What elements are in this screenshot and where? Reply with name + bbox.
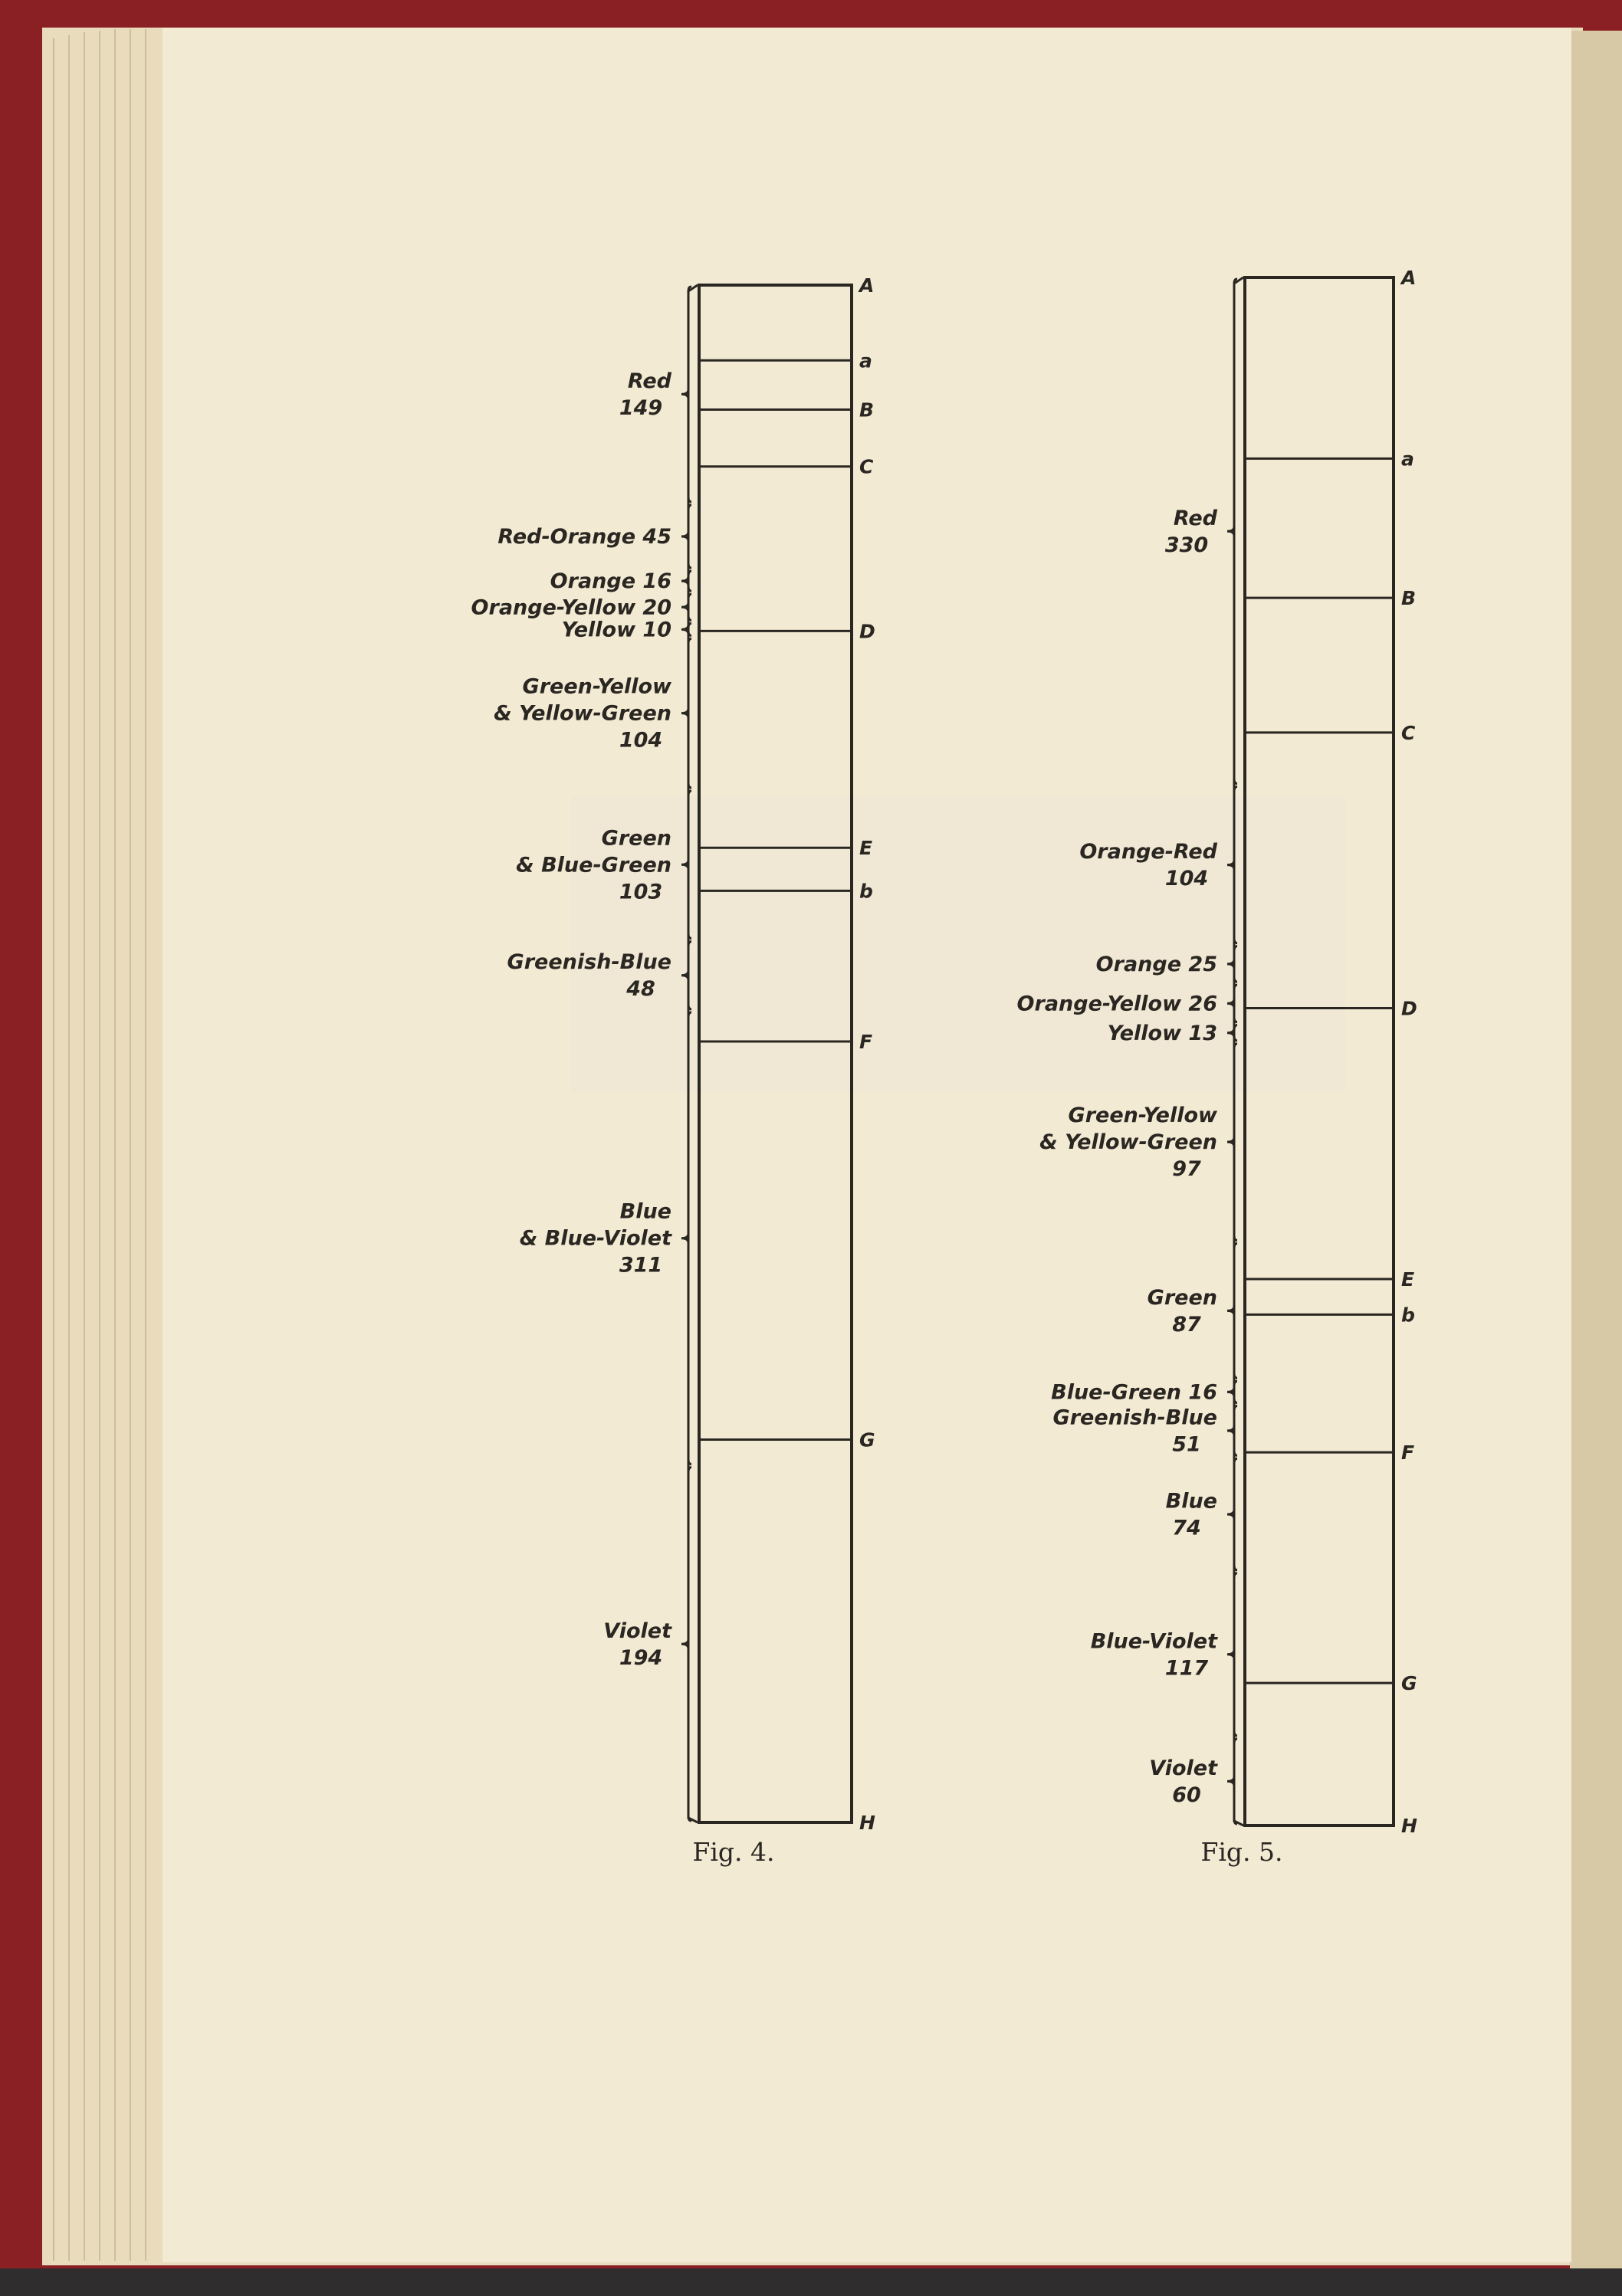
region-label-yellow-10: Yellow 10 — [561, 618, 671, 642]
fraunhofer-mark-a: a — [1401, 448, 1414, 471]
region-label-violet: Violet — [1149, 1756, 1217, 1780]
region-value-green: 103 — [619, 880, 663, 904]
region-label-blue-violet: Blue-Violet — [1090, 1629, 1217, 1654]
region-label-green-yellow: Green-Yellow — [1068, 1104, 1217, 1128]
region-value-violet: 194 — [619, 1645, 663, 1670]
region-label-green-yellow: Green-Yellow — [522, 674, 671, 699]
region-label-red: Red — [627, 369, 671, 393]
region-value-blue-violet: 117 — [1164, 1656, 1209, 1681]
fraunhofer-mark-a: A — [1401, 267, 1417, 289]
fraunhofer-mark-e: E — [859, 837, 873, 860]
region-value-orange-red: 104 — [1164, 867, 1209, 891]
fraunhofer-mark-h: H — [1401, 1815, 1417, 1837]
region-label-orange-16: Orange 16 — [550, 569, 671, 594]
fraunhofer-mark-c: C — [859, 455, 874, 478]
fraunhofer-mark-g: G — [1401, 1672, 1417, 1695]
region-value-blue: 311 — [619, 1253, 663, 1278]
fraunhofer-mark-d: D — [859, 620, 875, 643]
figure-caption: Fig. 4. — [692, 1837, 775, 1867]
fraunhofer-mark-a: a — [859, 349, 872, 372]
region-label-blue-green-16: Blue-Green 16 — [1051, 1380, 1217, 1405]
region-label-green: Green — [1147, 1285, 1217, 1310]
region-label-orange-yellow-20: Orange-Yellow 20 — [471, 595, 671, 620]
region-label-blue: Blue — [1165, 1489, 1217, 1514]
fraunhofer-mark-d: D — [1401, 997, 1417, 1020]
region-label-greenish-blue: Greenish-Blue — [507, 950, 671, 975]
region-value-green-yellow: 104 — [619, 728, 663, 753]
region-value-red: 149 — [619, 395, 663, 420]
region-label-blue: & Blue-Violet — [519, 1226, 671, 1251]
table-surface — [0, 2268, 1622, 2296]
fraunhofer-mark-c: C — [1401, 721, 1416, 744]
fraunhofer-mark-b: b — [859, 880, 873, 903]
fraunhofer-mark-e: E — [1401, 1268, 1415, 1291]
region-label-green: Green — [601, 826, 671, 851]
region-label-green: & Blue-Green — [516, 853, 671, 877]
region-value-greenish-blue: 48 — [626, 977, 655, 1002]
region-label-yellow-13: Yellow 13 — [1107, 1021, 1217, 1045]
region-label-red: Red — [1173, 506, 1217, 530]
figure-caption: Fig. 5. — [1200, 1837, 1283, 1867]
fraunhofer-mark-f: F — [859, 1030, 873, 1053]
region-value-green: 87 — [1172, 1312, 1201, 1337]
region-value-greenish-blue: 51 — [1172, 1432, 1201, 1457]
region-value-green-yellow: 97 — [1172, 1157, 1201, 1182]
region-label-orange-yellow-26: Orange-Yellow 26 — [1016, 992, 1217, 1016]
region-label-orange-25: Orange 25 — [1095, 952, 1217, 976]
region-label-green-yellow: & Yellow-Green — [494, 701, 671, 726]
region-label-greenish-blue: Greenish-Blue — [1052, 1405, 1217, 1430]
region-label-red-orange-45: Red-Orange 45 — [497, 524, 671, 549]
region-value-violet: 60 — [1172, 1783, 1201, 1807]
fraunhofer-mark-h: H — [859, 1812, 875, 1834]
fraunhofer-mark-g: G — [859, 1428, 875, 1451]
region-label-orange-red: Orange-Red — [1079, 840, 1217, 864]
region-value-red: 330 — [1164, 533, 1209, 557]
region-label-violet: Violet — [603, 1619, 671, 1643]
region-value-blue: 74 — [1172, 1516, 1201, 1540]
fraunhofer-mark-f: F — [1401, 1442, 1415, 1465]
fraunhofer-mark-b: B — [859, 399, 875, 421]
fraunhofer-mark-b: b — [1401, 1304, 1415, 1327]
fraunhofer-mark-b: B — [1401, 587, 1417, 610]
region-label-green-yellow: & Yellow-Green — [1039, 1130, 1217, 1155]
region-label-blue: Blue — [619, 1199, 671, 1224]
fraunhofer-mark-a: A — [859, 274, 875, 297]
